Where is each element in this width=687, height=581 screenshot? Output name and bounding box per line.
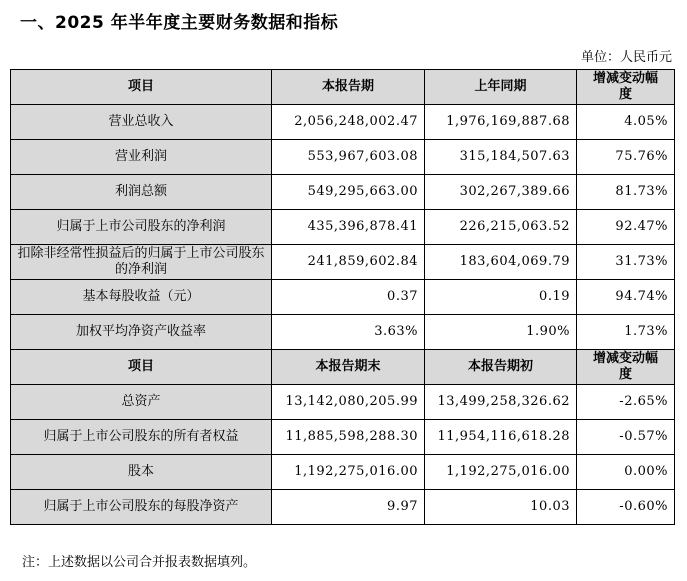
row-label: 利润总额 (11, 175, 272, 210)
value-cell: 13,499,258,326.62 (425, 385, 577, 420)
column-header: 增减变动幅度 (577, 350, 675, 385)
column-header: 本报告期 (272, 70, 425, 105)
value-cell: 11,885,598,288.30 (272, 420, 425, 455)
value-cell: 0.19 (425, 280, 577, 315)
row-label: 股本 (11, 455, 272, 490)
value-cell: 9.97 (272, 490, 425, 525)
value-cell: -0.57% (577, 420, 675, 455)
row-label: 营业利润 (11, 140, 272, 175)
value-cell: 1,976,169,887.68 (425, 105, 577, 140)
table-row (11, 385, 675, 420)
row-label: 归属于上市公司股东的所有者权益 (11, 420, 272, 455)
value-cell: 0.37 (272, 280, 425, 315)
value-cell: 435,396,878.41 (272, 210, 425, 245)
column-header: 项目 (11, 350, 272, 385)
value-cell: 241,859,602.84 (272, 245, 425, 280)
value-cell: 1,192,275,016.00 (425, 455, 577, 490)
value-cell: 4.05% (577, 105, 675, 140)
value-cell: 549,295,663.00 (272, 175, 425, 210)
value-cell: 11,954,116,618.28 (425, 420, 577, 455)
currency-unit: 单位：人民币元 (580, 50, 672, 65)
value-cell: 13,142,080,205.99 (272, 385, 425, 420)
row-label: 基本每股收益（元） (11, 280, 272, 315)
row-label: 归属于上市公司股东的净利润 (11, 210, 272, 245)
table-row (11, 245, 675, 280)
table-row (11, 490, 675, 525)
value-cell: 94.74% (577, 280, 675, 315)
row-label: 总资产 (11, 385, 272, 420)
row-label: 营业总收入 (11, 105, 272, 140)
table-row (11, 455, 675, 490)
value-cell: 75.76% (577, 140, 675, 175)
value-cell: 31.73% (577, 245, 675, 280)
value-cell: 302,267,389.66 (425, 175, 577, 210)
footnote: 注：上述数据以公司合并报表数据填列。 (22, 555, 257, 570)
table-row (11, 210, 675, 245)
column-header: 本报告期末 (272, 350, 425, 385)
value-cell: 10.03 (425, 490, 577, 525)
value-cell: 226,215,063.52 (425, 210, 577, 245)
value-cell: 315,184,507.63 (425, 140, 577, 175)
page-title: 一、2025 年半年度主要财务数据和指标 (20, 13, 339, 33)
value-cell: 1.73% (577, 315, 675, 350)
value-cell: 92.47% (577, 210, 675, 245)
row-label: 扣除非经常性损益后的归属于上市公司股东的净利润 (11, 245, 272, 280)
value-cell: 0.00% (577, 455, 675, 490)
value-cell: -2.65% (577, 385, 675, 420)
row-label: 归属于上市公司股东的每股净资产 (11, 490, 272, 525)
financial-data-table (10, 69, 675, 525)
table-row (11, 140, 675, 175)
value-cell: 2,056,248,002.47 (272, 105, 425, 140)
value-cell: 553,967,603.08 (272, 140, 425, 175)
table-row (11, 315, 675, 350)
value-cell: 1,192,275,016.00 (272, 455, 425, 490)
column-header: 项目 (11, 70, 272, 105)
table-row (11, 175, 675, 210)
row-label: 加权平均净资产收益率 (11, 315, 272, 350)
table-row (11, 280, 675, 315)
table-header-row (11, 70, 675, 105)
table-row (11, 105, 675, 140)
column-header: 本报告期初 (425, 350, 577, 385)
column-header: 增减变动幅度 (577, 70, 675, 105)
value-cell: 3.63% (272, 315, 425, 350)
table-row (11, 420, 675, 455)
column-header: 上年同期 (425, 70, 577, 105)
value-cell: -0.60% (577, 490, 675, 525)
value-cell: 183,604,069.79 (425, 245, 577, 280)
value-cell: 81.73% (577, 175, 675, 210)
value-cell: 1.90% (425, 315, 577, 350)
table-header-row (11, 350, 675, 385)
